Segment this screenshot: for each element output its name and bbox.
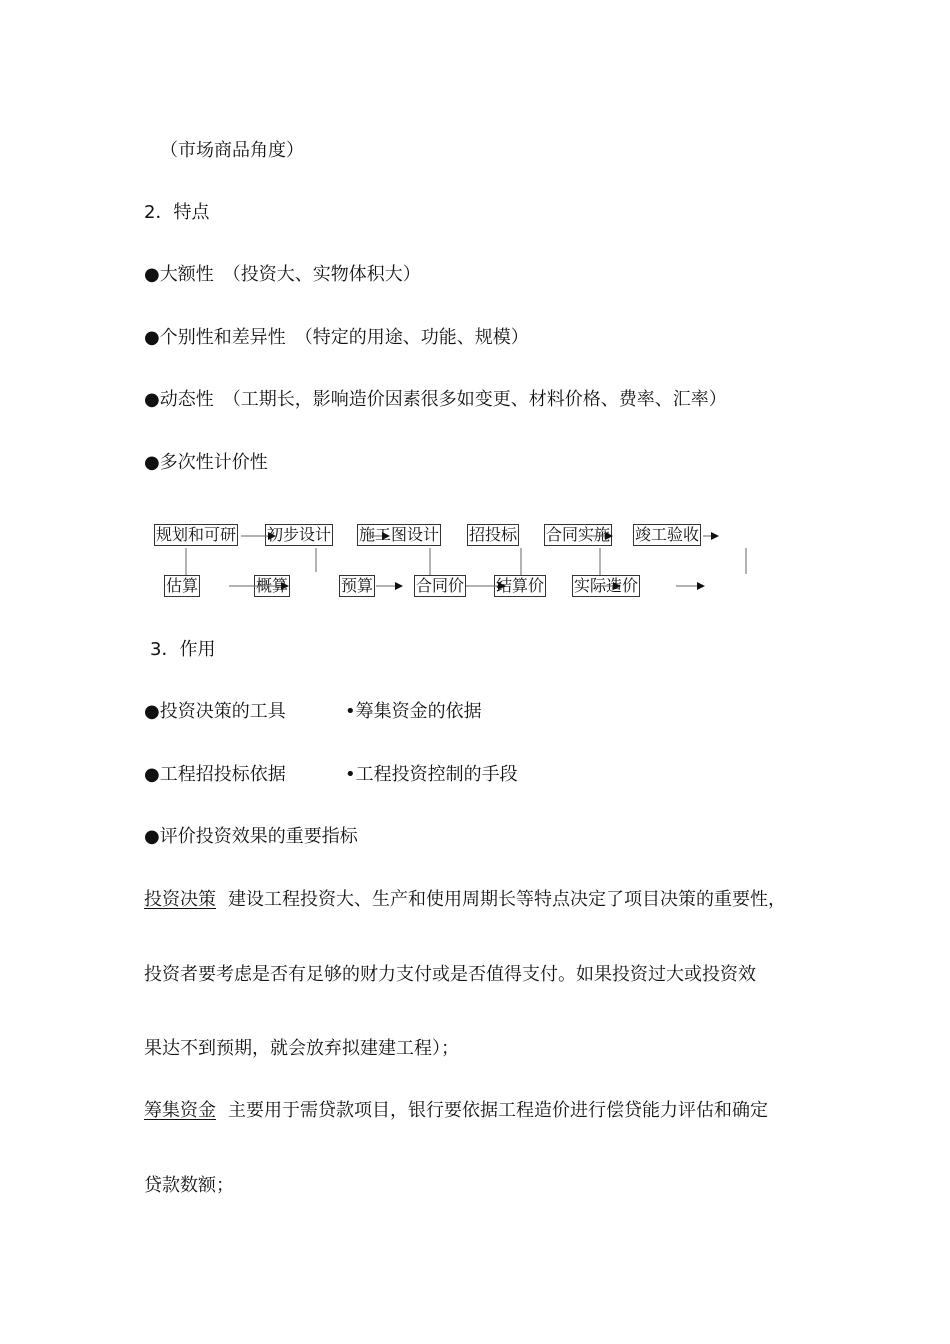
stage-preliminary-design-box: 初步设计 — [267, 525, 332, 544]
paragraph-investment-decision — [144, 888, 786, 912]
flow-arrows — [0, 0, 950, 620]
price-rough-estimate-box: 概算 — [256, 576, 289, 595]
price-estimate-box: 估算 — [166, 576, 199, 595]
text-fundraising: 主要用于需贷款项目，银行要依据工程造价进行偿贷能力评估和确定 — [228, 1100, 768, 1121]
bullet-dynamic: ●动态性 （工期长，影响造价因素很多如变更、材料价格、费率、汇率） — [144, 389, 727, 410]
stage-bidding-box: 招投标 — [469, 525, 518, 544]
stage-construction-drawing-box: 施工图设计 — [359, 525, 440, 544]
text-investment-decision: 建设工程投资大、生产和使用周期长等特点决定了项目决策的重要性， — [228, 889, 786, 910]
bullet-bidding-basis: ●工程招投标依据 — [144, 764, 286, 785]
paragraph-investment-decision-cont2: 果达不到预期，就会放弃拟建建工程）； — [144, 1038, 459, 1059]
paragraph-investment-decision-cont1: 投资者要考虑是否有足够的财力支付或是否值得支付。如果投资过大或投资效 — [144, 964, 756, 985]
price-budget-box: 预算 — [341, 576, 374, 595]
paragraph-market-angle: （市场商品角度） — [160, 140, 304, 161]
paragraph-fundraising-cont: 贷款数额； — [144, 1175, 234, 1196]
heading-functions: 3．作用 — [150, 639, 216, 660]
bullet-multiple-pricing: ●多次性计价性 — [144, 452, 268, 473]
price-contract-box: 合同价 — [416, 576, 465, 595]
bullet-evaluation-indicator: ●评价投资效果的重要指标 — [144, 826, 358, 847]
stage-completion-acceptance-box: 竣工验收 — [635, 525, 700, 544]
price-actual-cost-box: 实际造价 — [574, 576, 639, 595]
heading-features: 2．特点 — [144, 202, 210, 223]
term-fundraising: 筹集资金 — [144, 1100, 216, 1121]
stage-contract-execution-box: 合同实施 — [546, 525, 611, 544]
price-settlement-box: 结算价 — [496, 576, 545, 595]
bullet-large-amount: ●大额性 （投资大、实物体积大） — [144, 264, 421, 285]
stage-planning-box: 规划和可研 — [156, 525, 237, 544]
bullet-fundraising-basis: •筹集资金的依据 — [345, 701, 482, 722]
bullet-individuality: ●个别性和差异性 （特定的用途、功能、规模） — [144, 327, 529, 348]
paragraph-fundraising — [144, 1099, 768, 1123]
term-investment-decision: 投资决策 — [144, 889, 216, 910]
bullet-investment-decision-tool: ●投资决策的工具 — [144, 701, 286, 722]
bullet-investment-control: •工程投资控制的手段 — [345, 764, 518, 785]
